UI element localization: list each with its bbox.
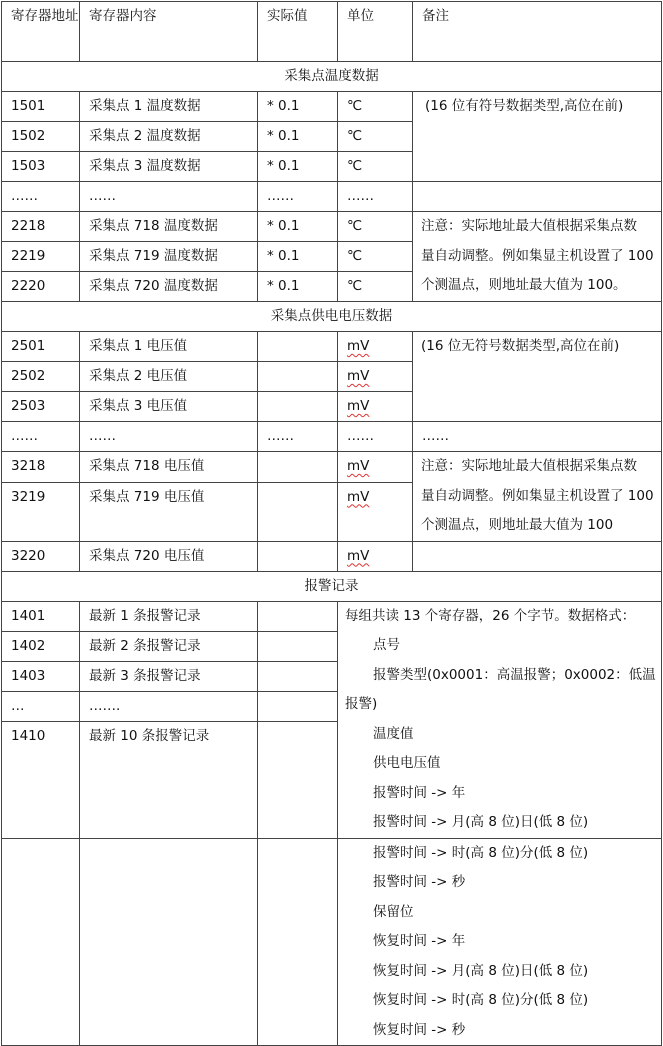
cell-actual	[258, 362, 338, 392]
note-line: 量自动调整。例如集显主机设置了 100	[421, 487, 654, 504]
temp-note-format: (16 位有符号数据类型,高位在前)	[413, 92, 662, 182]
note-item: 恢复时间 -> 月(高 8 位)日(低 8 位)	[373, 962, 589, 979]
alarm-format-note	[338, 601, 662, 838]
cell-unit: ℃	[338, 242, 413, 272]
cell-unit	[338, 541, 413, 571]
cell-content: 采集点 718 电压值	[80, 452, 258, 483]
temp-note-warning	[413, 212, 662, 302]
table-row	[2, 601, 662, 631]
section-title-alarm: 报警记录	[2, 571, 662, 601]
cell-content: 采集点 720 温度数据	[80, 272, 258, 302]
cell-content: 采集点 2 温度数据	[80, 122, 258, 152]
cell-unit	[338, 362, 413, 392]
volt-note-warning	[413, 452, 662, 542]
cell-unit: ……	[338, 422, 413, 452]
table-row	[2, 182, 662, 212]
cell-actual	[258, 691, 338, 721]
cell-actual	[258, 601, 338, 631]
cell-address: ……	[2, 182, 80, 212]
cell-actual: * 0.1	[258, 152, 338, 182]
cell-content: 采集点 3 温度数据	[80, 152, 258, 182]
unit-text: mV	[347, 368, 370, 384]
unit-text: mV	[347, 547, 370, 564]
cell-content: 采集点 1 电压值	[80, 332, 258, 362]
cell-address: 1403	[2, 661, 80, 691]
cell-actual	[258, 722, 338, 839]
cell-remark: ……	[413, 422, 662, 452]
note-item: 点号	[373, 637, 400, 653]
cell-address: 1503	[2, 152, 80, 182]
register-table	[1, 1, 662, 1046]
unit-text: mV	[347, 398, 370, 414]
note-item: 报警)	[345, 696, 378, 712]
cell-address: 2502	[2, 362, 80, 392]
note-item: 报警时间 -> 年	[373, 784, 466, 801]
cell-actual	[258, 482, 338, 541]
cell-actual: * 0.1	[258, 92, 338, 122]
table-row	[2, 422, 662, 452]
section-title-temp: 采集点温度数据	[2, 62, 662, 92]
note-item: 恢复时间 -> 时(高 8 位)分(低 8 位)	[373, 992, 589, 1008]
unit-text: mV	[347, 338, 370, 354]
table-row	[2, 212, 662, 242]
section-row-temp	[2, 62, 662, 92]
table-row	[2, 541, 662, 571]
cell-unit: ℃	[338, 122, 413, 152]
note-item: 温度值	[373, 725, 414, 742]
cell-actual: ……	[258, 422, 338, 452]
cell-actual	[258, 541, 338, 571]
section-row-alarm	[2, 571, 662, 601]
cell-address: ……	[2, 422, 80, 452]
cell-actual: * 0.1	[258, 122, 338, 152]
cell-address: …	[2, 691, 80, 721]
note-item: 供电电压值	[373, 755, 441, 771]
table-row	[2, 92, 662, 122]
cell-address: 3219	[2, 482, 80, 541]
cell-unit	[338, 482, 413, 541]
cell-address: 2220	[2, 272, 80, 302]
cell-unit: ℃	[338, 152, 413, 182]
cell-content: 采集点 719 温度数据	[80, 242, 258, 272]
note-line: 个测温点，则地址最大值为 100	[421, 517, 614, 533]
cell-address: 2501	[2, 332, 80, 362]
cell-actual	[258, 332, 338, 362]
note-line: 量自动调整。例如集显主机设置了 100	[421, 247, 654, 264]
cell-content: 采集点 3 电压值	[80, 392, 258, 422]
unit-text: mV	[347, 458, 370, 474]
alarm-format-note-continued	[338, 838, 662, 1046]
section-row-voltage	[2, 302, 662, 332]
cell-unit: ℃	[338, 212, 413, 242]
cell-address: 2503	[2, 392, 80, 422]
header-address: 寄存器地址	[2, 2, 80, 62]
note-item: 报警类型(0x0001：高温报警；0x0002：低温	[373, 666, 656, 683]
cell-actual	[258, 661, 338, 691]
table-row	[2, 332, 662, 362]
cell-content: 采集点 2 电压值	[80, 362, 258, 392]
table-row	[2, 838, 662, 1046]
cell-actual	[258, 838, 338, 1046]
section-title-voltage: 采集点供电电压数据	[2, 302, 662, 332]
cell-remark	[413, 182, 662, 212]
note-line: 个测温点，则地址最大值为 100。	[421, 277, 627, 293]
unit-text: mV	[347, 488, 370, 505]
cell-address: 1502	[2, 122, 80, 152]
cell-content: 最新 10 条报警记录	[80, 722, 258, 839]
cell-actual: ……	[258, 182, 338, 212]
cell-content: 最新 3 条报警记录	[80, 661, 258, 691]
cell-content: 采集点 719 电压值	[80, 482, 258, 541]
cell-actual: * 0.1	[258, 212, 338, 242]
cell-actual	[258, 452, 338, 483]
header-actual: 实际值	[258, 2, 338, 62]
note-head: 每组共读 13 个寄存器，26 个字节。数据格式：	[345, 607, 636, 624]
cell-content: 采集点 718 温度数据	[80, 212, 258, 242]
cell-actual	[258, 631, 338, 661]
note-line: 注意：实际地址最大值根据采集点数	[421, 458, 637, 474]
cell-address: 3220	[2, 541, 80, 571]
note-item: 恢复时间 -> 年	[373, 933, 466, 949]
cell-content	[80, 838, 258, 1046]
cell-unit: ……	[338, 182, 413, 212]
cell-actual: * 0.1	[258, 242, 338, 272]
cell-unit: ℃	[338, 92, 413, 122]
header-content: 寄存器内容	[80, 2, 258, 62]
cell-address: 1501	[2, 92, 80, 122]
cell-address: 2218	[2, 212, 80, 242]
note-line: 注意：实际地址最大值根据采集点数	[421, 218, 637, 234]
header-unit: 单位	[338, 2, 413, 62]
cell-actual: * 0.1	[258, 272, 338, 302]
cell-unit: ℃	[338, 272, 413, 302]
note-item: 报警时间 -> 时(高 8 位)分(低 8 位)	[373, 844, 589, 861]
note-item: 报警时间 -> 月(高 8 位)日(低 8 位)	[373, 814, 589, 830]
cell-content: 最新 2 条报警记录	[80, 631, 258, 661]
cell-content: ……	[80, 422, 258, 452]
cell-address: 3218	[2, 452, 80, 483]
note-item: 报警时间 -> 秒	[373, 874, 466, 890]
table-row	[2, 452, 662, 483]
cell-address: 2219	[2, 242, 80, 272]
cell-remark	[413, 541, 662, 571]
cell-address	[2, 838, 80, 1046]
cell-content: ……	[80, 182, 258, 212]
header-remark: 备注	[413, 2, 662, 62]
cell-address: 1410	[2, 722, 80, 839]
volt-note-format: (16 位无符号数据类型,高位在前)	[413, 332, 662, 422]
cell-unit	[338, 452, 413, 483]
cell-unit	[338, 392, 413, 422]
cell-unit	[338, 332, 413, 362]
cell-content: 最新 1 条报警记录	[80, 601, 258, 631]
cell-content: 采集点 720 电压值	[80, 541, 258, 571]
cell-content: 采集点 1 温度数据	[80, 92, 258, 122]
table-header-row	[2, 2, 662, 62]
note-item: 恢复时间 -> 秒	[373, 1021, 466, 1038]
cell-address: 1401	[2, 601, 80, 631]
note-item: 保留位	[373, 903, 414, 920]
cell-content: …….	[80, 691, 258, 721]
cell-actual	[258, 392, 338, 422]
cell-address: 1402	[2, 631, 80, 661]
